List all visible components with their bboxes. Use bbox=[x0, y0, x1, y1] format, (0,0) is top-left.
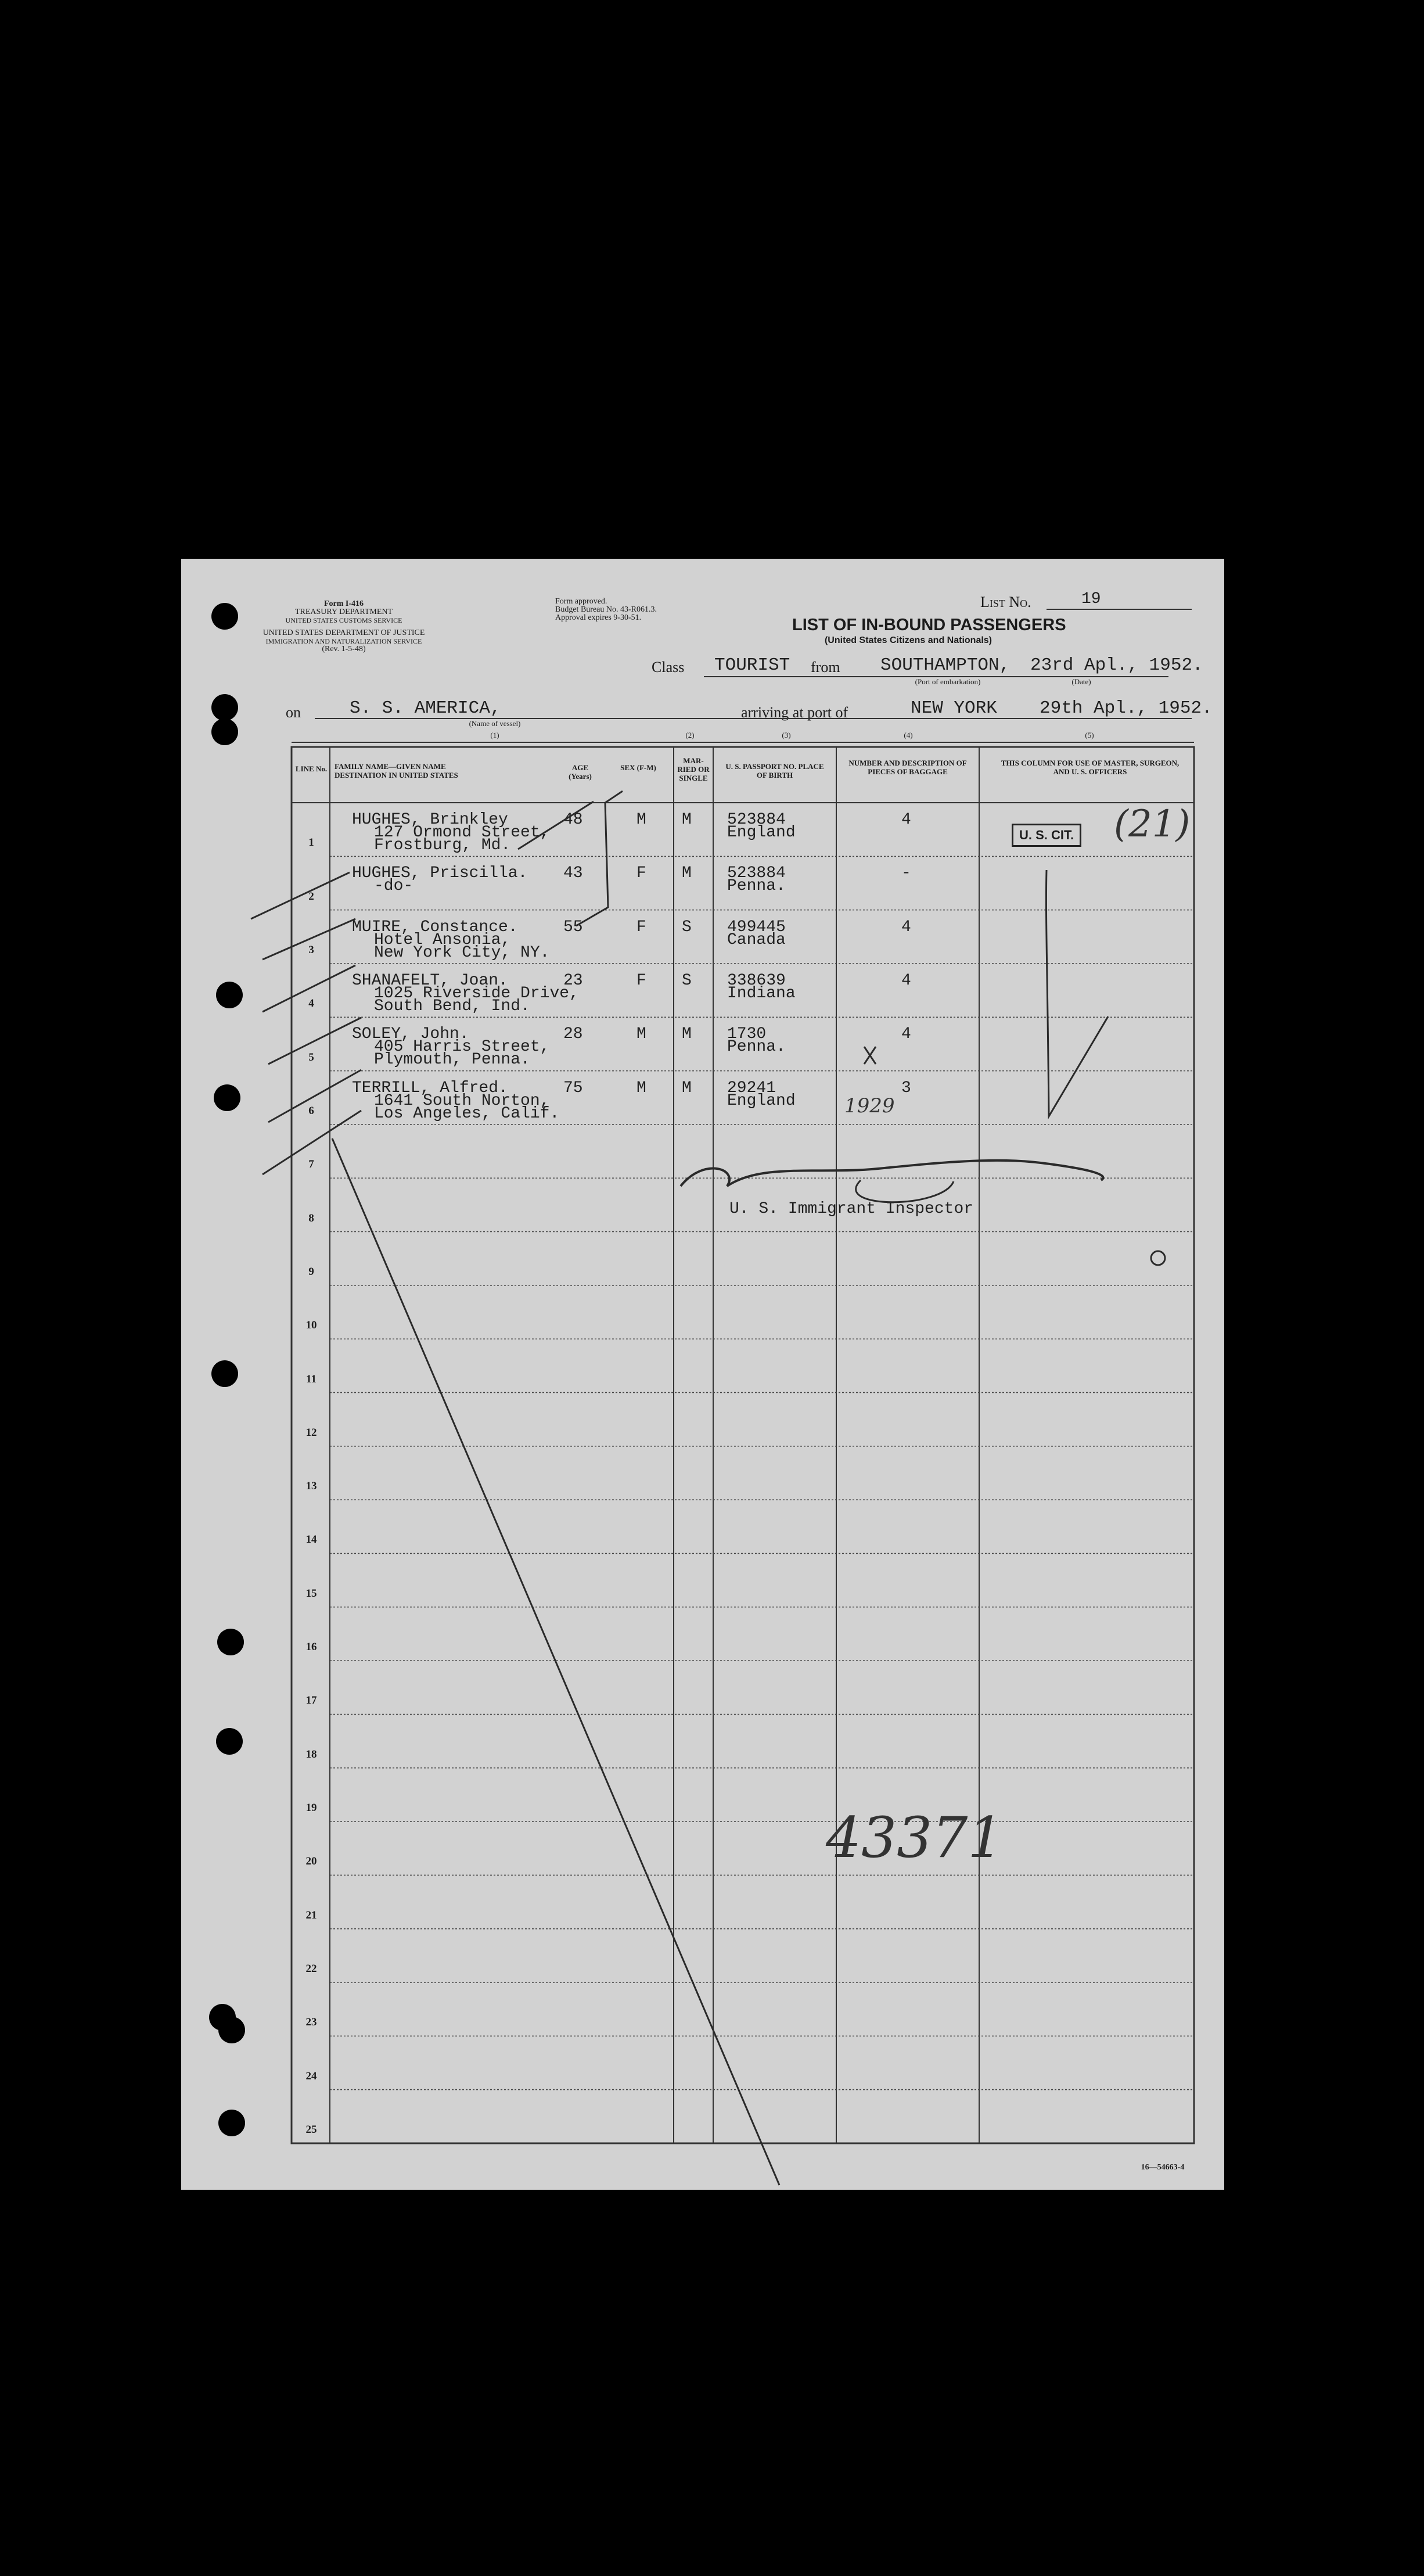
arrival-port: NEW YORK bbox=[911, 698, 997, 718]
passenger-name: HUGHES, Priscilla. bbox=[352, 864, 528, 883]
form-approved: Form approved. bbox=[555, 597, 607, 606]
passenger-address-2: New York City, NY. bbox=[374, 943, 550, 962]
port-embarkation-caption: (Port of embarkation) bbox=[915, 677, 981, 686]
passenger-address-1: 127 Ormond Street, bbox=[374, 824, 550, 842]
baggage-count: - bbox=[901, 864, 911, 883]
header-married: MAR-RIED OR SINGLE bbox=[677, 756, 710, 782]
row-number: 16 bbox=[305, 1641, 317, 1654]
passenger-name: HUGHES, Brinkley bbox=[352, 811, 508, 829]
passport-number: 1730 bbox=[727, 1025, 767, 1044]
margin-tick bbox=[251, 872, 350, 919]
passenger-address-1: 1641 South Norton, bbox=[374, 1091, 550, 1110]
row-number: 17 bbox=[305, 1694, 317, 1707]
col-number-4: (4) bbox=[904, 731, 913, 739]
passenger-marital: S bbox=[682, 918, 692, 936]
budget-number: Budget Bureau No. 43-R061.3. bbox=[555, 605, 657, 614]
passport-number: 499445 bbox=[727, 918, 786, 936]
row-number: 19 bbox=[305, 1802, 317, 1815]
header-officers: THIS COLUMN FOR USE OF MASTER, SURGEON, AND U. S. OFFICERS bbox=[1001, 759, 1180, 776]
passenger-sex: F bbox=[637, 971, 646, 990]
passenger-address-1: 1025 Riverside Drive, bbox=[374, 984, 579, 1003]
passenger-address-1: Hotel Ansonia, bbox=[374, 930, 511, 949]
from-label: from bbox=[811, 659, 840, 676]
row-number: 18 bbox=[305, 1748, 317, 1761]
passenger-sex: F bbox=[637, 918, 646, 936]
baggage-count: 4 bbox=[901, 971, 911, 990]
place-of-birth: Indiana bbox=[727, 984, 796, 1003]
passport-number: 29241 bbox=[727, 1079, 776, 1097]
row-number: 12 bbox=[305, 1426, 317, 1439]
passenger-name: SOLEY, John. bbox=[352, 1025, 469, 1044]
place-of-birth: England bbox=[727, 1091, 796, 1110]
passenger-address-2: Plymouth, Penna. bbox=[374, 1051, 530, 1069]
passenger-marital: M bbox=[682, 1079, 692, 1097]
us-citizen-stamp: U. S. CIT. bbox=[1012, 824, 1081, 847]
row-number: 21 bbox=[305, 1909, 317, 1921]
list-no-label: List No. bbox=[980, 594, 1031, 610]
row-number: 6 bbox=[308, 1104, 314, 1117]
inspector-signature bbox=[681, 1161, 1103, 1186]
passenger-address-1: 405 Harris Street, bbox=[374, 1038, 550, 1057]
place-of-birth: Penna. bbox=[727, 1038, 786, 1057]
place-of-birth: Penna. bbox=[727, 877, 786, 896]
baggage-count: 3 bbox=[901, 1079, 911, 1097]
manifest-page bbox=[181, 559, 1224, 2190]
vessel-name: S. S. AMERICA, bbox=[350, 698, 501, 718]
passenger-marital: M bbox=[682, 1025, 692, 1044]
passenger-name: MUIRE, Constance. bbox=[352, 918, 518, 936]
service-name-2: IMMIGRATION AND NATURALIZATION SERVICE bbox=[265, 637, 422, 645]
arriving-label: arriving at port of bbox=[741, 704, 848, 721]
passenger-age: 75 bbox=[563, 1079, 583, 1097]
dept-name-2: UNITED STATES DEPARTMENT OF JUSTICE bbox=[262, 628, 425, 637]
passport-number: 338639 bbox=[727, 971, 786, 990]
passenger-age: 55 bbox=[563, 918, 583, 936]
row-number: 15 bbox=[305, 1587, 317, 1600]
inspector-label: U. S. Immigrant Inspector bbox=[729, 1200, 974, 1218]
class-value: TOURIST bbox=[714, 655, 790, 676]
row-number: 5 bbox=[308, 1051, 314, 1064]
col-number-1: (1) bbox=[490, 731, 499, 739]
baggage-count: 4 bbox=[901, 1025, 911, 1044]
margin-tick bbox=[262, 919, 355, 960]
handwritten-number: 43371 bbox=[826, 1805, 1004, 1870]
arrival-date: 29th Apl., 1952. bbox=[1040, 698, 1213, 718]
handwritten-year: 1929 bbox=[844, 1094, 895, 1118]
place-of-birth: Canada bbox=[727, 930, 786, 949]
passenger-sex: F bbox=[637, 864, 646, 883]
baggage-count: 4 bbox=[901, 811, 911, 829]
passenger-marital: M bbox=[682, 811, 692, 829]
row-number: 7 bbox=[308, 1158, 314, 1171]
row-number: 25 bbox=[305, 2124, 317, 2136]
list-no-value: 19 bbox=[1081, 590, 1101, 608]
handwritten-count: (21) bbox=[1114, 803, 1191, 846]
passenger-address-2: South Bend, Ind. bbox=[374, 997, 530, 1015]
row-number: 1 bbox=[308, 836, 314, 849]
row-number: 14 bbox=[305, 1533, 317, 1546]
passenger-name: TERRILL, Alfred. bbox=[352, 1079, 508, 1097]
class-label: Class bbox=[652, 659, 685, 676]
row-number: 9 bbox=[308, 1265, 314, 1278]
service-name: UNITED STATES CUSTOMS SERVICE bbox=[285, 616, 402, 624]
row-number: 4 bbox=[308, 997, 314, 1010]
form-number: Form I-416 bbox=[323, 599, 364, 608]
passport-number: 523884 bbox=[727, 811, 786, 829]
row-number: 23 bbox=[305, 2016, 317, 2029]
revision: (Rev. 1-5-48) bbox=[322, 645, 366, 653]
col-number-3: (3) bbox=[782, 731, 791, 739]
margin-tick bbox=[262, 1111, 361, 1174]
diagonal-cancel-line bbox=[332, 1138, 779, 2185]
row-number: 2 bbox=[308, 890, 314, 903]
margin-tick bbox=[268, 1018, 361, 1064]
dept-name: TREASURY DEPARTMENT bbox=[294, 608, 393, 616]
approval-expires: Approval expires 9-30-51. bbox=[555, 613, 642, 622]
header-name: FAMILY NAME—GIVEN NAME DESTINATION IN UNITED STATES bbox=[335, 762, 458, 779]
vessel-caption: (Name of vessel) bbox=[469, 719, 521, 728]
footer-code: 16—54663-4 bbox=[1141, 2163, 1185, 2172]
passenger-age: 23 bbox=[563, 971, 583, 990]
tick-mark bbox=[518, 802, 594, 849]
on-label: on bbox=[286, 704, 301, 721]
row-number: 24 bbox=[305, 2070, 317, 2082]
date-caption: (Date) bbox=[1071, 677, 1091, 686]
page-title: LIST OF IN-BOUND PASSENGERS bbox=[792, 616, 1066, 634]
col-number-5: (5) bbox=[1085, 731, 1094, 739]
embarkation-date: 23rd Apl., 1952. bbox=[1030, 655, 1203, 676]
check-mark bbox=[1046, 870, 1108, 1116]
passenger-age: 48 bbox=[563, 811, 583, 829]
passenger-address-2: Los Angeles, Calif. bbox=[374, 1104, 560, 1123]
passenger-age: 28 bbox=[563, 1025, 583, 1044]
passport-number: 523884 bbox=[727, 864, 786, 883]
header-baggage: NUMBER AND DESCRIPTION OF PIECES OF BAGGAGE bbox=[848, 759, 967, 776]
header-passport: U. S. PASSPORT NO. PLACE OF BIRTH bbox=[725, 762, 824, 779]
passenger-age: 43 bbox=[563, 864, 583, 883]
header-line-no: LINE No. bbox=[295, 764, 328, 773]
passenger-name: SHANAFELT, Joan. bbox=[352, 971, 508, 990]
x-mark bbox=[864, 1047, 876, 1064]
header-sex: SEX (F-M) bbox=[620, 763, 656, 772]
row-number: 3 bbox=[308, 943, 314, 956]
col-number-2: (2) bbox=[685, 731, 695, 739]
margin-tick bbox=[268, 1070, 361, 1122]
baggage-count: 4 bbox=[901, 918, 911, 936]
passenger-address-2: Frostburg, Md. bbox=[374, 836, 511, 854]
signature-curl bbox=[856, 1180, 954, 1202]
passenger-marital: M bbox=[682, 864, 692, 883]
place-of-birth: England bbox=[727, 824, 796, 842]
margin-tick bbox=[262, 965, 355, 1012]
row-number: 20 bbox=[305, 1855, 317, 1868]
bracket-mark bbox=[576, 791, 623, 926]
passenger-address-1: -do- bbox=[374, 877, 413, 896]
passenger-sex: M bbox=[637, 1079, 646, 1097]
passenger-sex: M bbox=[637, 811, 646, 829]
pen-marks bbox=[181, 559, 1224, 2190]
ink-blot bbox=[1151, 1251, 1165, 1265]
header-age: AGE (Years) bbox=[569, 763, 592, 781]
port-embarkation: SOUTHAMPTON, bbox=[880, 655, 1011, 676]
row-number: 13 bbox=[305, 1480, 317, 1493]
row-number: 11 bbox=[306, 1373, 317, 1385]
row-number: 10 bbox=[305, 1319, 317, 1332]
row-number: 8 bbox=[308, 1212, 314, 1224]
row-number: 22 bbox=[305, 1963, 317, 1975]
page-subtitle: (United States Citizens and Nationals) bbox=[824, 635, 993, 645]
passenger-marital: S bbox=[682, 971, 692, 990]
passenger-sex: M bbox=[637, 1025, 646, 1044]
